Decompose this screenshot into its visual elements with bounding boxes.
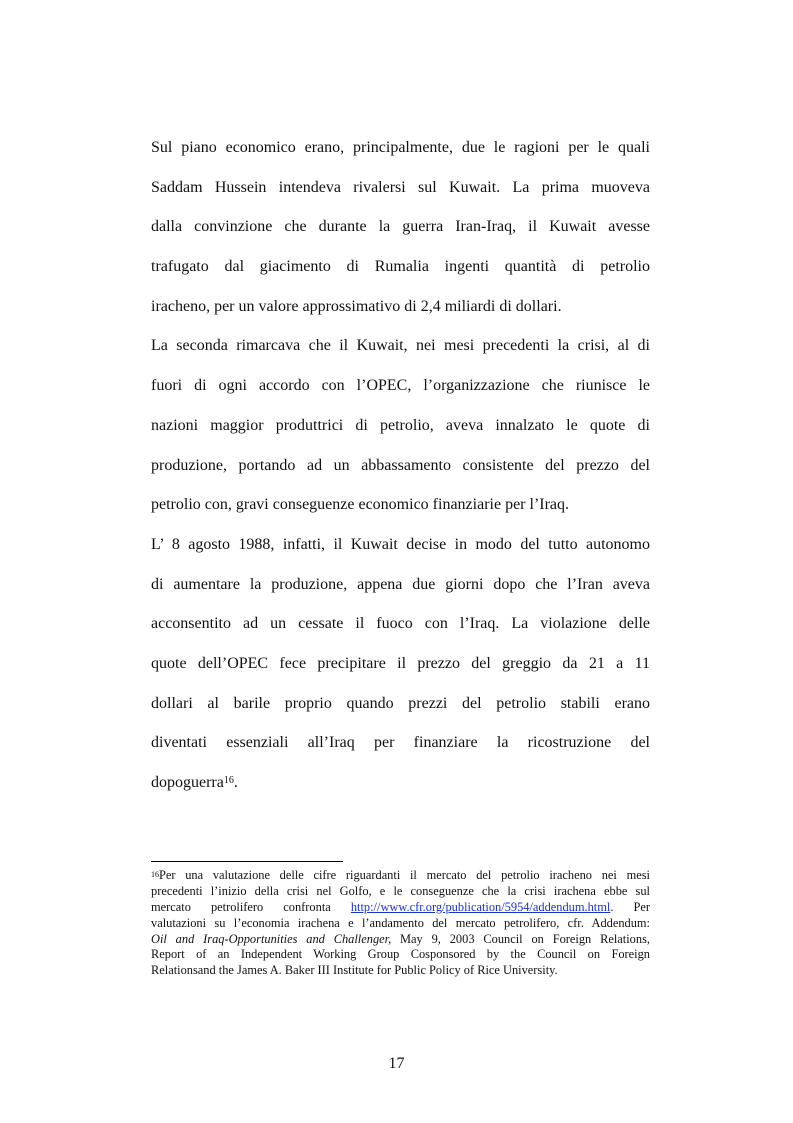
last-line-period: . [233,774,238,791]
paragraph-line: produzione, portando ad un abbassamento consistente del prezzo del [151,456,650,474]
paragraph-line: acconsentito ad un cessate il fuoco con l’Iraq. La violazione delle [151,615,650,633]
paragraph-line: petrolio con, gravi conseguenze economico finanziarie per l’Iraq. [151,496,570,514]
paragraph-line: quote dell’OPEC fece precipitare il prezzo del greggio da 21 a 11 [151,654,650,672]
footnote-divider [151,861,343,862]
paragraph-line: Saddam Hussein intendeva rivalersi sul Kuwait. La prima muoveva [151,178,650,196]
page-number: 17 [388,1055,405,1072]
footnote-reference[interactable]: 16 [223,775,234,786]
footnote-line [151,900,650,916]
paragraph-line: dollari al barile proprio quando prezzi del petrolio stabili erano [151,694,650,712]
footnote-line-text: mercato petrolifero confronta [151,899,331,914]
paragraph-line: fuori di ogni accordo con l’OPEC, l’organizzazione che riunisce le [151,377,650,395]
paragraph-line: iracheno, per un valore approssimativo di 2,4 miliardi di dollari. [151,297,562,315]
footnote-number: 16 [151,870,159,879]
paragraph-last-line [151,763,650,803]
footnote-title: Oil and Iraq-Opportunities and Challenger, [151,931,392,946]
footnote-line-text: May 9, 2003 Council on Foreign Relations, [391,931,650,946]
footnote-line: Report of an Independent Working Group Cosponsored by the Council on Foreign [151,947,650,962]
footnote-line: precedenti l’inizio della crisi nel Golfo, e le conseguenze che la crisi irachena ebbe sul [151,883,650,898]
paragraph-line: dalla convinzione che durante la guerra Iran-Iraq, il Kuwait avesse [151,218,650,236]
footnote-line-text: . Per [610,899,650,914]
paragraph-line: diventati essenziali all’Iraq per finanziare la ricostruzione del [151,734,650,752]
footnote-line [151,868,650,884]
paragraph-line: di aumentare la produzione, appena due giorni dopo che l’Iran aveva [151,575,650,593]
paragraph-line: nazioni maggior produttrici di petrolio, aveva innalzato le quote di [151,416,650,434]
footnote [151,868,650,979]
footnote-link[interactable]: http://www.cfr.org/publication/5954/addendum.html [350,899,611,914]
paragraph-line: Sul piano economico erano, principalmente, due le ragioni per le quali [151,139,650,156]
paragraph-line: La seconda rimarcava che il Kuwait, nei mesi precedenti la crisi, al di [151,337,650,355]
paragraph-line: trafugato dal giacimento di Rumalia ingenti quantità di petrolio [151,258,650,276]
paragraph-line: L’ 8 agosto 1988, infatti, il Kuwait decise in modo del tutto autonomo [151,535,650,553]
footnote-line: Relationsand the James A. Baker III Institute for Public Policy of Rice University. [151,963,558,978]
last-line-text: dopoguerra [151,774,224,791]
footnote-line-text: Per una valutazione delle cifre riguardanti il mercato del petrolio iracheno nei mesi [159,868,650,882]
footnote-line: valutazioni su l’economia irachena e l’andamento del mercato petrolifero, cfr. Addendum: [151,915,650,930]
footnote-line [151,932,650,948]
body-text [151,128,650,803]
